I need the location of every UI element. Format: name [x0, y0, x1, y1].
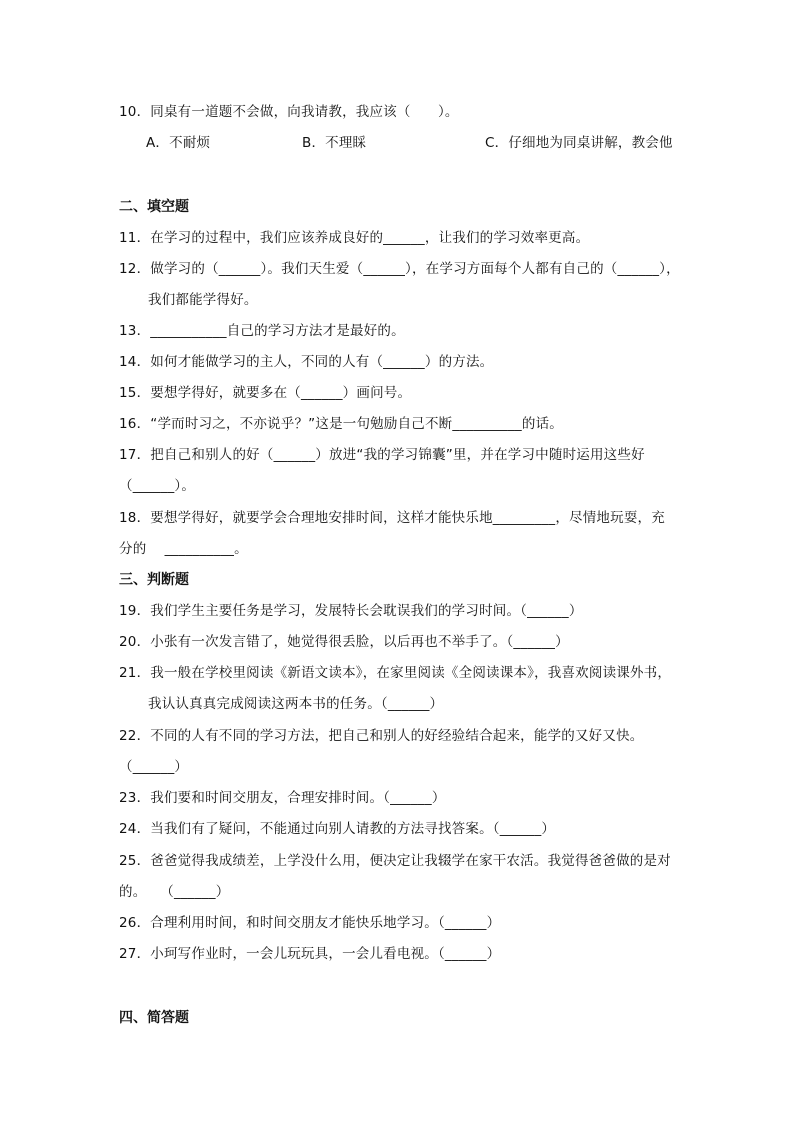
- question-10-option-b: B．不理睬: [302, 135, 367, 151]
- question-23: 23．我们要和时间交朋友，合理安排时间。（______）: [119, 790, 446, 806]
- question-19: 19．我们学生主要任务是学习，发展特长会耽误我们的学习时间。（______）: [119, 603, 583, 619]
- question-18: 18．要想学得好，就要学会合理地安排时间，这样才能快乐地_________，尽情地玩耍，充: [119, 510, 665, 526]
- question-13: 13．___________自己的学习方法才是最好的。: [119, 323, 405, 339]
- section-heading-short-answer: 四、简答题: [119, 1010, 189, 1026]
- question-18-cont: 分的 __________。: [119, 541, 248, 557]
- section-heading-fill-in: 二、填空题: [119, 199, 189, 215]
- question-17-cont: （______）。: [119, 478, 196, 494]
- question-22: 22．不同的人有不同的学习方法，把自己和别人的好经验结合起来，能学的又好又快。: [119, 728, 644, 744]
- question-26: 26．合理利用时间，和时间交朋友才能快乐地学习。（______）: [119, 915, 501, 931]
- question-20: 20．小张有一次发言错了，她觉得很丢脸，以后再也不举手了。（______）: [119, 634, 569, 650]
- question-27: 27．小珂写作业时，一会儿玩玩具，一会儿看电视。（______）: [119, 946, 501, 962]
- question-10-option-c: C．仔细地为同桌讲解，教会他: [485, 135, 673, 151]
- question-10-option-a: A．不耐烦: [146, 135, 211, 151]
- question-25: 25．爸爸觉得我成绩差，上学没什么用，便决定让我辍学在家干农活。我觉得爸爸做的是对: [119, 853, 671, 869]
- question-10-stem: 10．同桌有一道题不会做，向我请教，我应该（ ）。: [119, 104, 459, 120]
- section-heading-true-false: 三、判断题: [119, 572, 189, 588]
- question-24: 24．当我们有了疑问，不能通过向别人请教的方法寻找答案。（______）: [119, 821, 556, 837]
- question-17: 17．把自己和别人的好（______）放进“我的学习锦囊”里，并在学习中随时运用这些好: [119, 447, 645, 463]
- question-22-cont: （______）: [119, 759, 189, 775]
- question-12-cont: 我们都能学得好。: [148, 292, 258, 308]
- question-12: 12．做学习的（______）。我们天生爱（______），在学习方面每个人都有自己的（______），: [119, 261, 680, 277]
- question-21-cont: 我认认真真完成阅读这两本书的任务。（______）: [148, 696, 444, 712]
- question-11: 11．在学习的过程中，我们应该养成良好的______，让我们的学习效率更高。: [119, 230, 590, 246]
- question-16: 16．“学而时习之，不亦说乎？”这是一句勉励自己不断__________的话。: [119, 416, 563, 432]
- question-25-cont: 的。 （______）: [119, 884, 230, 900]
- question-21: 21．我一般在学校里阅读《新语文读本》，在家里阅读《全阅读课本》，我喜欢阅读课外书，: [119, 665, 672, 681]
- question-15: 15．要想学得好，就要多在（______）画问号。: [119, 385, 412, 401]
- question-14: 14．如何才能做学习的主人，不同的人有（______）的方法。: [119, 354, 494, 370]
